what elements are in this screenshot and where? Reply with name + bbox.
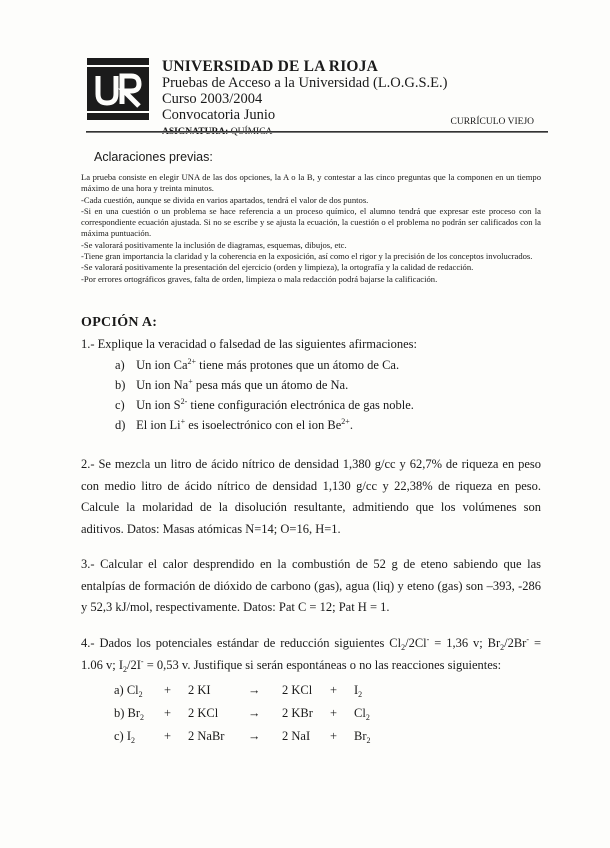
option-title: OPCIÓN A: [81, 315, 158, 330]
reaction-arrow-icon: → [248, 683, 261, 697]
question-1-item-d: d) El ion Li+ es isoelectrónico con el ion $Be^{2+}$. [115, 417, 353, 432]
clarifications-list [81, 172, 541, 285]
course-year: Curso 2003/2004 [162, 91, 263, 107]
clarification-item: -Si en una cuestión o un problema se hace referencia a un proceso químico, el alumno tendrá que expresar este proceso con la correspondiente ecuación ajustada. Si no se escribe y se ajusta la ecuación, la cuestión o el problema no podrán ser calificados con la máxima puntuación. [81, 205, 541, 239]
reaction-arrow-icon: → [248, 729, 261, 743]
reaction-arrow-icon: → [248, 706, 261, 720]
clarification-item: -Cada cuestión, aunque se divida en varios apartados, tendrá el valor de dos puntos. [81, 194, 369, 205]
clarification-item: -Se valorará positivamente la inclusión de diagramas, esquemas, dibujos, etc. [81, 239, 347, 250]
question-1-items [115, 355, 414, 435]
university-logo [87, 58, 149, 120]
exam-call: Convocatoria Junio [162, 107, 276, 123]
exam-name: Pruebas de Acceso a la Universidad (L.O.G.S.E.) [162, 75, 448, 91]
subject-value: QUÍMICA [230, 127, 273, 137]
clarification-item: -Tiene gran importancia la claridad y la coherencia en la exposición, así como el rigor y la precisión de los conceptos involucrados. [81, 251, 533, 262]
exam-page: UNIVERSIDAD DE LA RIOJA Pruebas de Acceso a la Universidad (L.O.G.S.E.) Curso 2003/2004 Convocatoria Junio ASIGNATURA: QUÍMICA CURRÍCULO VIEJO Aclaraciones previas: La prueba consiste en elegir UNA de las dos opciones, la A o la B, y contestar a las cinco preguntas que la componen en un tiempo máximo de una hora y treinta minutos. -Cada cuestión, aunque se divida en varios apartados, tendrá el valor de dos puntos. -Si en una cuestión o un problema se hace referencia a un proceso químico, el alumno tendrá que expresar este proceso con la correspondiente ecuación ajustada. Si no se escribe y se ajusta la ecuación, la cuestión o el problema no podrán ser calificados con la máxima puntuación. -Se valorará positivamente la inclusión de diagramas, esquemas, dibujos, etc. -Tiene gran importancia la claridad y la coherencia en la exposición, así como el rigor y la precisión de los conceptos involucrados. -Se valorará positivamente la presentación del ejercicio (orden y limpieza), la ortografía y la calidad de redacción. -Por errores ortográficos graves, falta de orden, limpieza o mala redacción podrá bajarse la calificación. OPCIÓN A: 1.- Explique la veracidad o falsedad de las siguientes afirmaciones: a) Un ion $Ca^{2+}$ tiene más protones que un átomo de Ca. b) Un ion Na+ pesa más que un átomo de Na. c) Un ion $S^{2-}$ tiene configuración electrónica de gas noble. d) El ion Li+ es isoelectrónico con el ion $Be^{2+}$. 2.- Se mezcla un litro de ácido nítrico de densidad 1,380 g/cc y 62,7% de riqueza en peso con medio litro de ácido nítrico de densidad 1,130 g/cc y 22,38% de riqueza en peso. Calcule la molaridad de la disolución resultante, admitiendo que los volúmenes son aditivos. Datos: Masas atómicas N=14; O=16, H=1. 3.- Calcular el calor desprendido en la combustión de 52 g de eteno sabiendo que las entalpías de formación de dióxido de carbono (gas), agua (liq) y eteno (gas) son –393, -286 y 52,3 kJ/mol, respectivamente. Datos: Pat C = 12; Pat H = 1. 4.- Dados los potenciales estándar de reducción siguientes $Cl_2/2Cl^- = 1,36$ v; $Br_2/2Br^- = 1.06$ v; $I_2/2I^- = 0,53$ v. Justifique si serán espontáneas o no las reacciones siguientes: a) $Cl_2$ + 2 KI → 2 KCl + $I_2$ b) $Br_2$ + 2 KCl → 2 KBr + $Cl_2$ c) $I_2$ + 2 NaBr → 2 NaI + $Br_2$ [0, 0, 610, 848]
curriculum-label: CURRÍCULO VIEJO [450, 117, 534, 127]
header-divider-shadow [86, 132, 548, 133]
question-1: 1.- Explique la veracidad o falsedad de las siguientes afirmaciones: [81, 337, 417, 351]
question-1-item-c: c) Un ion $S^{2-}$ tiene configuración electrónica de gas noble. [115, 397, 414, 412]
university-name: UNIVERSIDAD DE LA RIOJA [162, 58, 379, 75]
question-3: 3.- Calcular el calor desprendido en la combustión de 52 g de eteno sabiendo que las entalpías de formación de dióxido de carbono (gas), agua (liq) y eteno (gas) son –393, -286 y 52,3 kJ/mol, respectivamente. Datos: Pat C = 12; Pat H = 1. [81, 557, 541, 614]
header-block [162, 58, 448, 139]
logo-mark-icon [87, 58, 149, 120]
subject-key: ASIGNATURA: [162, 127, 229, 137]
question-1-item-b: b) Un ion Na+ pesa más que un átomo de Na. [115, 377, 349, 392]
question-4: 4.- Dados los potenciales estándar de reducción siguientes $Cl_2/2Cl^- = 1,36$ v; $Br_2/2Br^- = 1.06$ v; $I_2/2I^- = 0,53$ v. Justifique si serán espontáneas o no las reacciones siguientes: [81, 635, 541, 674]
clarifications-title: Aclaraciones previas: [94, 150, 213, 164]
clarification-item: -Se valorará positivamente la presentación del ejercicio (orden y limpieza), la ortografía y la calidad de redacción. [81, 262, 474, 273]
question-2: 2.- Se mezcla un litro de ácido nítrico de densidad 1,380 g/cc y 62,7% de riqueza en peso con medio litro de ácido nítrico de densidad 1,130 g/cc y 22,38% de riqueza en peso. Calcule la molaridad de la disolución resultante, admitiendo que los volúmenes son aditivos. Datos: Masas atómicas N=14; O=16, H=1. [81, 457, 541, 536]
clarification-item: La prueba consiste en elegir UNA de las dos opciones, la A o la B, y contestar a las cinco preguntas que la componen en un tiempo máximo de una hora y treinta minutos. [81, 172, 541, 194]
clarification-item: -Por errores ortográficos graves, falta de orden, limpieza o mala redacción podrá bajarse la calificación. [81, 273, 438, 284]
question-1-item-a: a) Un ion $Ca^{2+}$ tiene más protones que un átomo de Ca. [115, 357, 400, 372]
